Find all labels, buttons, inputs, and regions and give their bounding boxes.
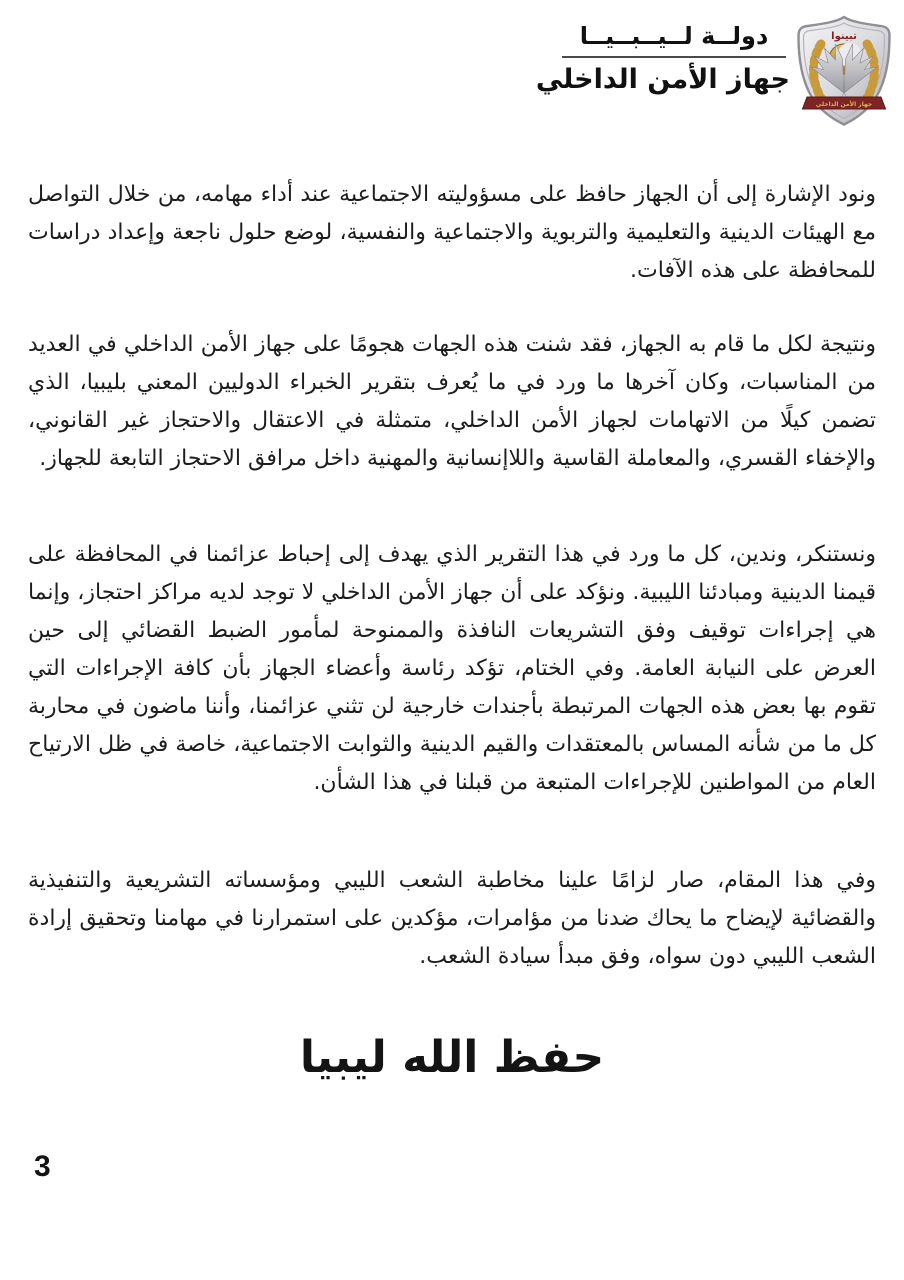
emblem-banner-text: جهاز الأمن الداخلي bbox=[815, 101, 873, 108]
letterhead bbox=[535, 14, 898, 128]
state-name: دولــة لــيــبــيــا bbox=[579, 22, 769, 50]
letterhead-text bbox=[535, 22, 790, 95]
body-paragraph: ونستنكر، وندين، كل ما ورد في هذا التقرير الذي يهدف إلى إحباط عزائمنا في المحافظة على قيمنا الدينية ومبادئنا الليبية. ونؤكد على أن جهاز الأمن الداخلي لا توجد لديه مراكز احتجاز، وإنما هي إجراءات توقيف وفق التشريعات النافذة والممنوحة لمأمور الضبط القضائي إلى حين العرض على النيابة العامة. وفي الختام، تؤكد رئاسة وأعضاء الجهاز بأن كافة الإجراءات التي تقوم بها بعض هذه الجهات المرتبطة بأجندات خارجية لن تثني عزائمنا، وأننا ماضون في محاربة كل ما من شأنه المساس بالمعتقدات والقيم الدينية والثوابت الاجتماعية، خاصة في ظل الارتياح العام من المواطنين للإجراءات المتبعة من قبلنا في هذا الشأن. bbox=[28, 542, 876, 795]
ribbon-banner bbox=[803, 97, 886, 109]
emblem-motto: تبينوا bbox=[831, 31, 857, 42]
page-number: 3 bbox=[34, 1150, 51, 1183]
body-paragraph: ونتيجة لكل ما قام به الجهاز، فقد شنت هذه الجهات هجومًا على جهاز الأمن الداخلي في العديد من المناسبات، وكان آخرها ما ورد في ما يُعرف بتقرير الخبراء الدوليين المعني بليبيا، الذي تضمن كيلًا من الاتهامات لجهاز الأمن الداخلي، متمثلة في الاعتقال والاحتجاز غير القانوني، والإخفاء القسري، والمعاملة القاسية واللاإنسانية والمهنية داخل مرافق الاحتجاز التابعة للجهاز. bbox=[28, 332, 876, 471]
header-divider bbox=[562, 56, 786, 58]
body-paragraph: وفي هذا المقام، صار لزامًا علينا مخاطبة الشعب الليبي ومؤسساته التشريعية والتنفيذية والقضائية لإيضاح ما يحاك ضدنا من مؤامرات، مؤكدين على استمرارنا في مهامنا وتحقيق إرادة الشعب الليبي دون سواه، وفق مبدأ سيادة الشعب. bbox=[28, 868, 876, 969]
agency-name: جهاز الأمن الداخلي bbox=[535, 63, 790, 95]
agency-emblem-icon bbox=[790, 14, 898, 128]
body-paragraph: ونود الإشارة إلى أن الجهاز حافظ على مسؤوليته الاجتماعية عند أداء مهامه، من خلال التواصل مع الهيئات الدينية والتعليمية والتربوية والاجتماعية والنفسية، لوضع حلول ناجعة وإعداد دراسات للمحافظة على هذه الآفات. bbox=[28, 182, 876, 283]
agency-emblem bbox=[790, 14, 898, 128]
closing-phrase: حفظ الله ليبيا bbox=[299, 1032, 605, 1083]
